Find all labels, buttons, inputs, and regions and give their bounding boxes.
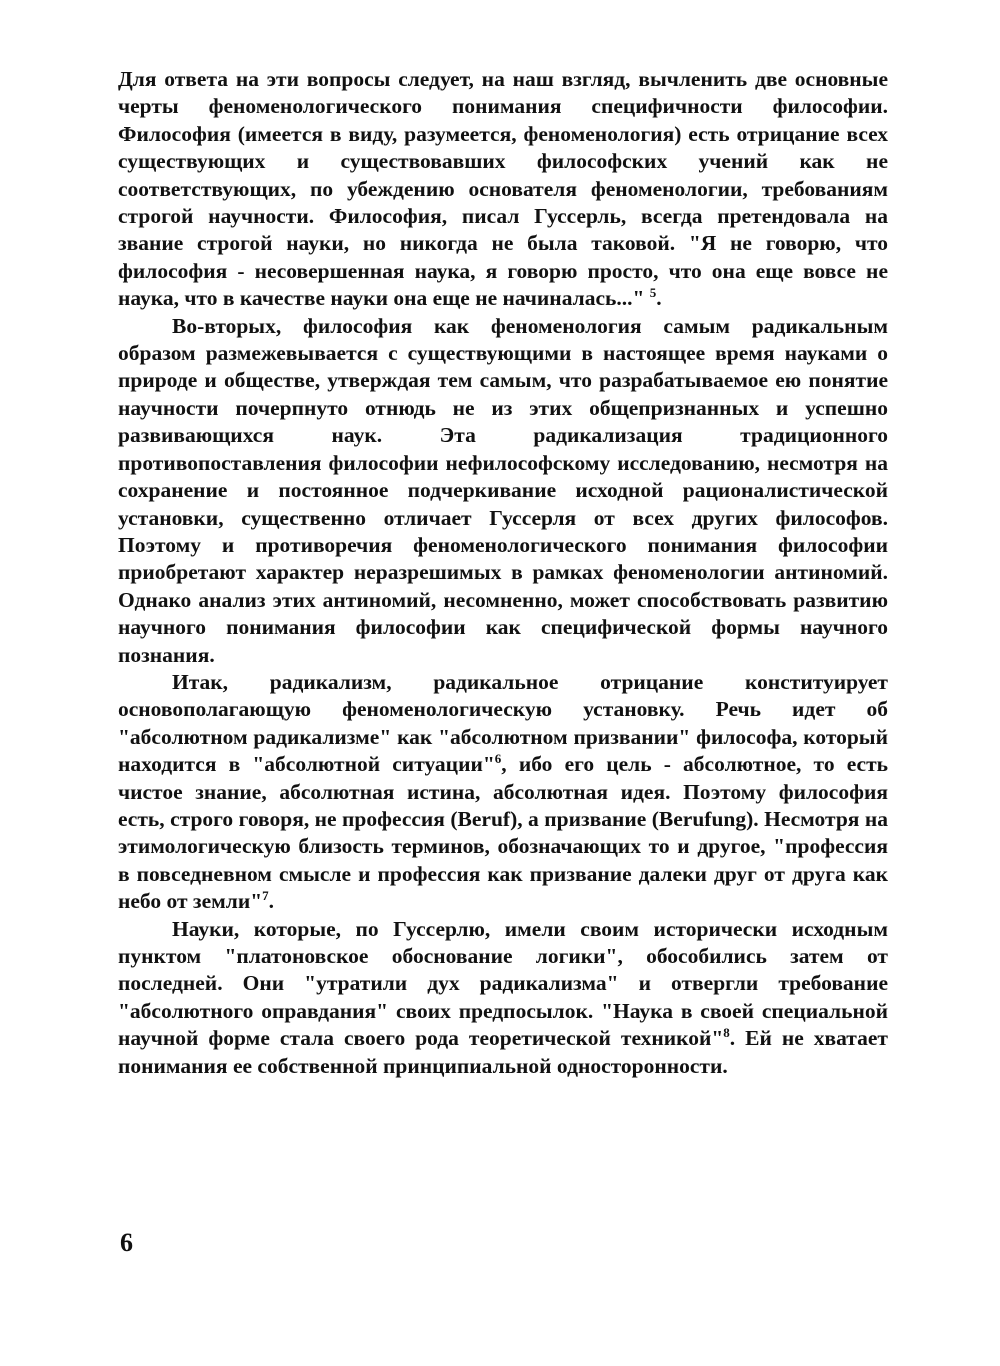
page-number: 6	[120, 1228, 133, 1257]
footnote-ref-8[interactable]: 8	[723, 1025, 730, 1041]
paragraph-3-text-before: Итак, радикализм, радикальное отрицание конституирует основополагающую феноменологическую установку. Речь идет об "абсолютном радикализме" как "абсолютном призвании" философа, который находится в "абсолютной ситуации"	[118, 669, 888, 777]
paragraph-3	[118, 669, 888, 916]
footnote-ref-6[interactable]: 6	[494, 751, 502, 766]
paragraph-2-text: Во-вторых, философия как феноменология самым радикальным образом размежевывается с существующими в настоящее время науками о природе и обществе, утверждая тем самым, что разрабатываемое ею понятие научности почерпнуто отнюдь не из этих общепризнанных и успешно развивающихся наук. Эта радикализация традиционного противопоставления философии нефилософскому исследованию, несмотря на сохранение и постоянное подчеркивание исходной рационалистической установки, существенно отличает Гуссерля от всех других философов. Поэтому и противоречия феноменологического понимания философии приобретают характер неразрешимых в рамках феноменологии антиномий. Однако анализ этих антиномий, несомненно, может способствовать развитию научного понимания философии как специфической формы научного познания.	[118, 313, 888, 667]
paragraph-2	[118, 313, 888, 669]
paragraph-1	[118, 66, 888, 313]
paragraph-3-text-middle: , ибо его цель - абсолютное, то есть чистое знание, абсолютная истина, абсолютная идея. Поэтому философия есть, строго говоря, не профессия (Beruf), а призвание (Berufung). Несмотря на этимологическую близость терминов, обозначающих то и другое, "профессия в повседневном смысле и профессия как призвание далеки друг от друга как небо от земли"	[118, 752, 888, 914]
paragraph-3-text-after: .	[268, 889, 275, 914]
page-body	[118, 66, 888, 1080]
paragraph-4-text-before: Науки, которые, по Гуссерлю, имели своим исторически исходным пунктом "платоновское обоснование логики", обособились затем от последней. Они "утратили дух радикализма" и отвергли требование "абсолютного оправдания" своих предпосылок. "Наука в своей специальной научной форме стала своего рода теоретической техникой"	[118, 916, 888, 1051]
footnote-ref-7[interactable]: 7	[262, 888, 269, 904]
paragraph-1-end: .	[656, 286, 662, 311]
paragraph-4	[118, 916, 888, 1080]
paragraph-4-text-after: . Ей не хватает понимания ее собственной принципиальной односторонности.	[118, 1026, 888, 1078]
paragraph-1-text: Для ответа на эти вопросы следует, на наш взгляд, вычленить две основные черты феноменологического понимания специфичности философии. Философия (имеется в виду, разумеется, феноменология) есть отрицание всех существующих и существовавших философских учений как не соответствующих, по убеждению основателя феноменологии, требованиям строгой научности. Философия, писал Гуссерль, всегда претендовала на звание строгой науки, но никогда не была таковой. "Я не говорю, что философия - несовершенная наука, я говорю просто, что она еще вовсе не наука, что в качестве науки она еще не начиналась..."	[118, 67, 888, 311]
footnote-ref-5[interactable]: 5	[649, 285, 657, 301]
